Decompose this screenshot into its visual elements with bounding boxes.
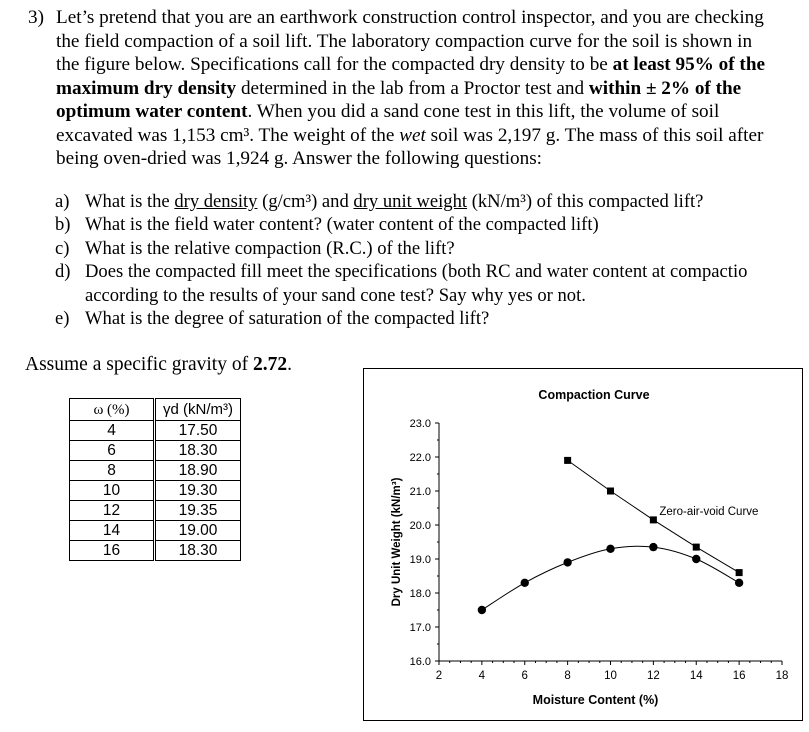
compaction-curve-point	[735, 579, 743, 587]
question-number: 3)	[28, 7, 44, 28]
x-tick-label: 2	[435, 670, 443, 682]
question-segment: maximum dry density	[56, 77, 237, 99]
subquestion-label: e)	[55, 308, 70, 330]
cell-dry-unit-weight: 18.30	[155, 541, 241, 561]
chart-title: Compaction Curve	[538, 388, 650, 402]
specific-gravity-value: 2.72	[252, 354, 288, 375]
compaction-curve-line	[482, 546, 739, 610]
question-segment: excavated was 1,153 cm³. The weight of the	[56, 124, 400, 146]
zero-air-void-point	[650, 516, 657, 523]
question-line	[56, 147, 809, 171]
cell-water-content: 8	[70, 461, 155, 481]
subquestion-segment: What is the	[85, 191, 175, 212]
subquestion-label: b)	[55, 214, 71, 236]
cell-water-content: 10	[70, 481, 155, 501]
question-line	[56, 100, 809, 124]
subquestion-segment: What is the field water content? (water content of the compacted lift)	[85, 214, 599, 236]
subquestion-segment: according to the results of your sand cone test? Say why yes or not.	[85, 284, 586, 306]
question-line	[56, 6, 809, 30]
cell-water-content: 6	[70, 441, 155, 461]
y-tick-label: 22.0	[409, 452, 431, 464]
question-segment: optimum water content	[56, 101, 248, 122]
table-row	[70, 541, 241, 561]
question-segment: the figure below. Specifications call for the compacted dry density to be	[56, 54, 613, 75]
subquestion-item	[55, 307, 809, 330]
subquestion-segment: (g/cm³) and	[257, 191, 354, 212]
subquestion-item	[55, 237, 809, 260]
table-row	[70, 481, 241, 501]
question-segment: determined in the lab from a Proctor test and	[236, 77, 589, 99]
subquestion-segment: dry density	[174, 191, 258, 212]
x-tick-label: 12	[646, 670, 660, 682]
zero-air-void-point	[607, 488, 614, 495]
question-line	[56, 77, 809, 101]
subquestion-label: a)	[55, 191, 70, 212]
question-line	[56, 30, 809, 54]
subquestion-segment: What is the degree of saturation of the compacted lift?	[85, 308, 490, 330]
subquestion-segment: dry unit weight	[353, 191, 468, 212]
table-row	[70, 521, 241, 541]
subquestion-item	[55, 260, 809, 283]
y-tick-label: 19.0	[409, 554, 431, 566]
assumption-prefix: Assume a specific gravity of	[25, 354, 253, 375]
x-tick-label: 14	[689, 670, 703, 682]
y-tick-label: 16.0	[409, 656, 431, 668]
x-tick-label: 8	[564, 670, 571, 682]
assumption-suffix: .	[287, 354, 292, 375]
compaction-curve-point	[478, 606, 486, 614]
y-tick-label: 17.0	[409, 622, 431, 634]
question-line	[56, 53, 809, 77]
header-dry-unit-weight: γd (kN/m³)	[155, 399, 241, 421]
question-segment: at least 95% of the	[612, 54, 766, 75]
cell-dry-unit-weight: 19.00	[155, 521, 241, 541]
compaction-chart	[363, 368, 803, 721]
table-row	[70, 461, 241, 481]
zero-air-void-point	[736, 569, 743, 576]
question-line	[56, 124, 809, 148]
y-tick-label: 23.0	[409, 418, 431, 430]
x-axis-label: Moisture Content (%)	[532, 693, 659, 707]
question-body	[56, 6, 809, 171]
x-tick-label: 16	[732, 670, 746, 682]
cell-water-content: 14	[70, 521, 155, 541]
cell-dry-unit-weight: 17.50	[155, 421, 241, 441]
zero-air-void-label: Zero-air-void Curve	[659, 505, 759, 518]
subquestion-segment: What is the relative compaction (R.C.) of the lift?	[85, 237, 455, 259]
subquestion-label: c)	[55, 237, 70, 259]
zero-air-void-point	[693, 544, 700, 551]
cell-water-content: 12	[70, 501, 155, 521]
cell-dry-unit-weight: 19.30	[155, 481, 241, 501]
assumption-text	[25, 354, 292, 376]
subquestion-item	[55, 213, 809, 236]
subquestion-list	[55, 190, 809, 330]
question-segment: the field compaction of a soil lift. The laboratory compaction curve for the soil is shown in	[56, 30, 753, 52]
compaction-curve-point	[521, 579, 529, 587]
question-text	[28, 6, 809, 171]
x-tick-label: 6	[521, 670, 528, 682]
question-segment: wet	[399, 124, 426, 146]
y-tick-label: 21.0	[409, 486, 431, 498]
question-segment: soil was 2,197 g. The mass of this soil after	[425, 124, 764, 146]
x-tick-label: 18	[775, 670, 789, 682]
cell-water-content: 4	[70, 421, 155, 441]
compaction-curve-point	[649, 543, 657, 551]
compaction-curve-point	[563, 558, 571, 566]
table-header-row	[70, 399, 241, 421]
table-row	[70, 441, 241, 461]
subquestion-label: d)	[55, 261, 71, 283]
cell-dry-unit-weight: 18.30	[155, 441, 241, 461]
subquestion-segment: Does the compacted fill meet the specifications (both RC and water content at compactio	[85, 261, 748, 283]
compaction-curve-point	[692, 555, 700, 563]
y-tick-label: 20.0	[409, 520, 431, 532]
subquestion-item	[55, 284, 809, 307]
question-segment: . When you did a sand cone test in this lift, the volume of soil	[247, 101, 720, 122]
x-tick-label: 4	[478, 670, 486, 682]
table-row	[70, 501, 241, 521]
question-segment: being oven-dried was 1,924 g. Answer the following questions:	[56, 148, 543, 169]
header-water-content: ω (%)	[70, 399, 155, 421]
question-segment: within ± 2% of the	[588, 77, 742, 99]
zero-air-void-point	[564, 457, 571, 464]
subquestion-segment: (kN/m³) of this compacted lift?	[467, 191, 704, 212]
cell-dry-unit-weight: 18.90	[155, 461, 241, 481]
cell-dry-unit-weight: 19.35	[155, 501, 241, 521]
compaction-data-table	[69, 398, 241, 561]
cell-water-content: 16	[70, 541, 155, 561]
y-tick-label: 18.0	[409, 588, 431, 600]
question-segment: Let’s pretend that you are an earthwork construction control inspector, and you are checking	[56, 7, 764, 28]
subquestion-item	[55, 190, 809, 213]
x-tick-label: 10	[604, 670, 617, 682]
y-axis-label: Dry Unit Weight (kN/m³)	[391, 477, 403, 607]
compaction-curve-point	[606, 545, 614, 553]
table-row	[70, 421, 241, 441]
